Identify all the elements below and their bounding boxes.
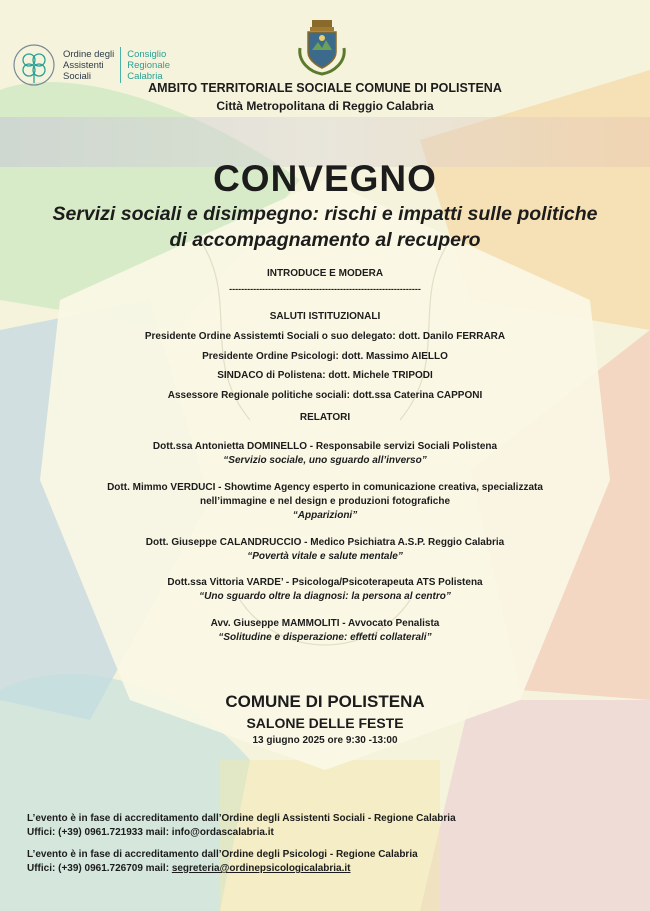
introduce-heading: INTRODUCE E MODERA bbox=[266, 268, 384, 279]
venue-comune: COMUNE DI POLISTENA bbox=[225, 692, 425, 711]
greeting-item: Presidente Ordine Assistemti Sociali o suo delegato: dott. Danilo FERRARA bbox=[144, 331, 506, 342]
speaker-item bbox=[0, 576, 650, 604]
ordine-logo-text bbox=[63, 49, 114, 82]
speaker-name: nell’immagine e nel design e produzioni fotografiche bbox=[199, 496, 451, 507]
subtitle bbox=[0, 201, 650, 253]
logo-divider bbox=[120, 47, 121, 83]
logo-line: Sociali bbox=[63, 70, 91, 82]
speaker-talk: “Solitudine e disperazione: effetti collaterali” bbox=[218, 632, 432, 643]
speaker-talk: “Servizio sociale, uno sguardo all’inverso” bbox=[223, 455, 427, 466]
logo-line: Consiglio bbox=[127, 48, 167, 60]
contact-text: Uffici: (+39) 0961.726709 mail: bbox=[27, 863, 172, 874]
ambito-heading: AMBITO TERRITORIALE SOCIALE COMUNE DI POLISTENA bbox=[148, 81, 502, 95]
logo-line: Calabria bbox=[127, 70, 163, 82]
venue-salone: SALONE DELLE FESTE bbox=[246, 715, 404, 731]
greeting-item: Presidente Ordine Psicologi: dott. Massimo AIELLO bbox=[202, 350, 448, 362]
logo-line: Ordine degli bbox=[63, 48, 115, 60]
speaker-item bbox=[0, 481, 650, 523]
logo-line: Regionale bbox=[127, 59, 171, 71]
speaker-name: Dott.ssa Vittoria VARDE’ - Psicologa/Psicoterapeuta ATS Polistena bbox=[167, 577, 483, 588]
speaker-item bbox=[0, 617, 650, 645]
contact-line bbox=[27, 862, 418, 876]
speaker-name: Avv. Giuseppe MAMMOLITI - Avvocato Penalista bbox=[210, 618, 440, 629]
consiglio-logo-text bbox=[127, 49, 170, 82]
speaker-name: Dott. Giuseppe CALANDRUCCIO - Medico Psichiatra A.S.P. Reggio Calabria bbox=[145, 537, 505, 548]
citta-heading: Città Metropolitana di Reggio Calabria bbox=[216, 99, 434, 113]
subtitle-line: di accompagnamento al recupero bbox=[169, 229, 481, 251]
accreditation-text: L’evento è in fase di accreditamento dall’Ordine degli Psicologi - Regione Calabria bbox=[27, 849, 418, 860]
relatori-heading: RELATORI bbox=[299, 412, 351, 423]
saluti-heading: SALUTI ISTITUZIONALI bbox=[269, 311, 381, 322]
footer-accreditation-psicologi bbox=[27, 848, 418, 876]
contact-text: Uffici: (+39) 0961.721933 mail: info@ordascalabria.it bbox=[27, 827, 274, 838]
greeting-item: SINDACO di Polistena: dott. Michele TRIPODI bbox=[217, 370, 433, 381]
speaker-talk: “Apparizioni” bbox=[292, 510, 358, 521]
logo-line: Assistenti bbox=[63, 59, 104, 71]
event-date: 13 giugno 2025 ore 9:30 -13:00 bbox=[252, 735, 398, 746]
page-title: CONVEGNO bbox=[213, 158, 437, 199]
dashed-divider: ---------------------------------------------------------------- bbox=[229, 284, 421, 294]
accreditation-text: L’evento è in fase di accreditamento dall’Ordine degli Assistenti Sociali - Regione Calabria bbox=[27, 813, 456, 824]
speaker-item bbox=[0, 440, 650, 468]
speaker-talk: “Povertà vitale e salute mentale” bbox=[247, 551, 403, 562]
greetings-list bbox=[0, 327, 650, 405]
speaker-name: Dott. Mimmo VERDUCI - Showtime Agency esperto in comunicazione creativa, specializzata bbox=[107, 482, 543, 493]
greeting-item: Assessore Regionale politiche sociali: dott.ssa Caterina CAPPONI bbox=[167, 389, 483, 401]
speaker-item bbox=[0, 536, 650, 564]
speaker-name: Dott.ssa Antonietta DOMINELLO - Responsabile servizi Sociali Polistena bbox=[152, 441, 498, 452]
footer-accreditation-assistenti bbox=[27, 812, 456, 840]
subtitle-line: Servizi sociali e disimpegno: rischi e impatti sulle politiche bbox=[52, 203, 598, 225]
polistena-crest-icon bbox=[296, 18, 348, 76]
speaker-talk: “Uno sguardo oltre la diagnosi: la persona al centro” bbox=[199, 591, 451, 602]
email-link[interactable]: segreteria@ordinepsicologicalabria.it bbox=[171, 863, 351, 874]
